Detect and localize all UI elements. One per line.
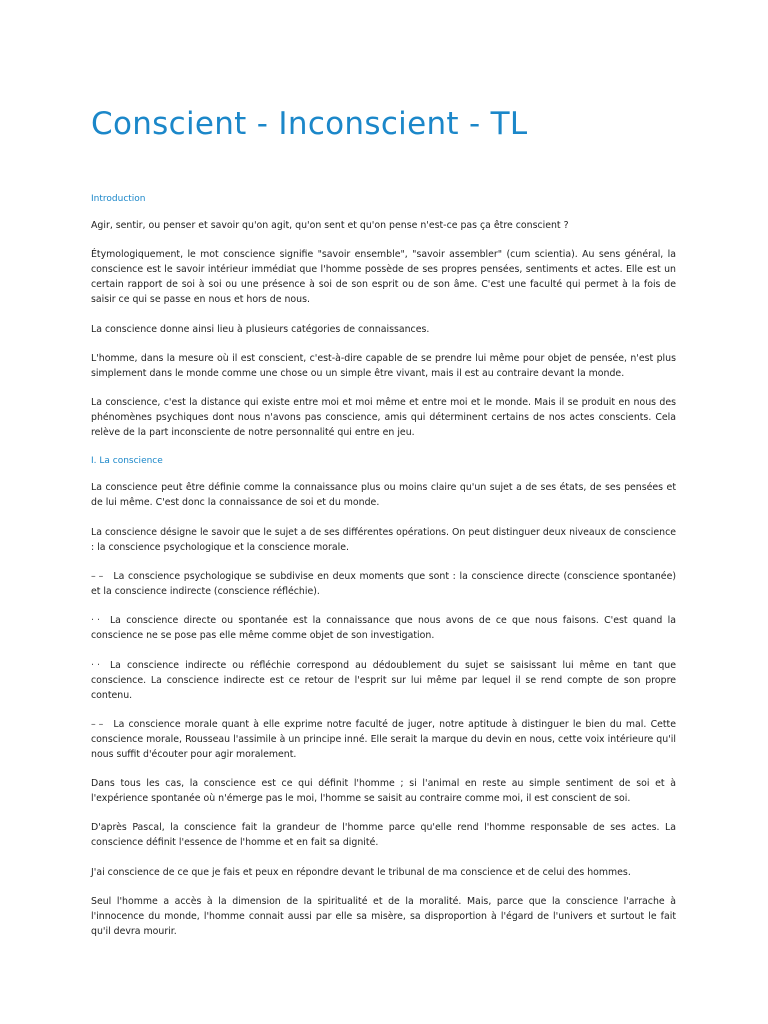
paragraph: La conscience, c'est la distance qui existe entre moi et moi même et entre moi et le monde. Mais il se produit en nous des phénomènes psychiques dont nous n'avons pas conscience, amis qui déterminent certains de nos actes conscients. Cela relève de la part inconsciente de notre personnalité qui entre en jeu. [91, 397, 676, 439]
paragraph: L'homme, dans la mesure où il est conscient, c'est-à-dire capable de se prendre lui même pour objet de pensée, n'est plus simplement dans le monde comme une chose ou un simple être vivant, mais il est au contraire devant la monde. [91, 352, 676, 379]
paragraph: Seul l'homme a accès à la dimension de la spiritualité et de la moralité. Mais, parce que la conscience l'arrache à l'innocence du monde, l'homme connait aussi par elle sa misère, sa disproportion à l'égard de l'univers et surtout le fait qu'il devra mourir. [91, 896, 676, 937]
paragraph: La conscience peut être définie comme la connaissance plus ou moins claire qu'un sujet a de ses états, de ses pensées et de lui même. C'est donc la connaissance de soi et du monde. [91, 482, 676, 509]
paragraph: J'ai conscience de ce que je fais et peux en répondre devant le tribunal de ma conscience et de celui des hommes. [91, 866, 631, 878]
bullet-text: La conscience directe ou spontanée est la connaissance que nous avons de ce que nous faisons. C'est quand la conscience ne se pose pas elle même comme objet de son investigation. [91, 615, 676, 642]
paragraph: Agir, sentir, ou penser et savoir qu'on agit, qu'on sent et qu'on pense n'est-ce pas ça être conscient ? [91, 220, 569, 231]
bullet-text: La conscience psychologique se subdivise en deux moments que sont : la conscience directe (conscience spontanée) et la conscience indirecte (conscience réfléchie). [91, 571, 676, 597]
dot-bullet-icon: · · [91, 615, 100, 627]
paragraph: D'après Pascal, la conscience fait la grandeur de l'homme parce qu'elle rend l'homme responsable de ses actes. La conscience définit l'essence de l'homme et en fait sa dignité. [91, 822, 676, 849]
paragraph: La conscience donne ainsi lieu à plusieurs catégories de connaissances. [91, 323, 430, 335]
bullet-text: La conscience indirecte ou réfléchie correspond au dédoublement du sujet se saisissant lui même en tant que conscience. La conscience indirecte est ce retour de l'esprit sur lui même par lequel il se rend compte de son propre contenu. [91, 659, 676, 701]
section-heading-introduction: Introduction [91, 194, 146, 204]
page-title: Conscient - Inconscient - TL [91, 106, 528, 142]
paragraph: Dans tous les cas, la conscience est ce qui définit l'homme ; si l'animal en reste au simple sentiment de soi et à l'expérience spontanée où n'émerge pas le moi, l'homme se saisit au contraire comme moi, il est conscient de soi. [91, 778, 676, 805]
dash-bullet-icon: – – [91, 718, 104, 730]
bullet-paragraph [91, 614, 676, 644]
bullet-paragraph [91, 570, 676, 600]
bullet-paragraph [91, 659, 676, 704]
paragraph: La conscience désigne le savoir que le sujet a de ses différentes opérations. On peut distinguer deux niveaux de conscience : la conscience psychologique et la conscience morale. [91, 526, 676, 553]
paragraph: Étymologiquement, le mot conscience signifie "savoir ensemble", "savoir assembler" (cum scientia). Au sens général, la conscience est le savoir intérieur immédiat que l'homme possède de ses propres pensées, sentiments et actes. Elle est un certain rapport de soi à soi ou une présence à soi de son esprit ou de son âme. C'est une faculté qui permet à la fois de saisir ce qui se passe en nous et hors de nous. [91, 249, 676, 306]
bullet-text: La conscience morale quant à elle exprime notre faculté de juger, notre aptitude à distinguer le bien du mal. Cette conscience morale, Rousseau l'assimile à un principe inné. Elle serait la marque du devin en nous, cette voix intérieure qu'il nous suffit d'écouter pour agir moralement. [91, 718, 676, 760]
dot-bullet-icon: · · [91, 659, 100, 671]
section-heading-conscience: I. La conscience [91, 456, 163, 467]
dash-bullet-icon: – – [91, 571, 104, 583]
document-body [91, 193, 676, 940]
bullet-paragraph [91, 718, 676, 763]
